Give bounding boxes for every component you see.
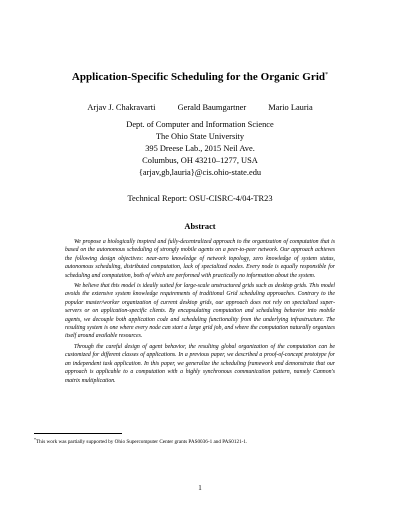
abstract-body: [65, 238, 335, 387]
abstract-paragraph: Through the careful design of agent behavior, the resulting global organization of the computation can be customized for different classes of applications. In a previous paper, we described a proof-of-concept prototype for an independent task application. In this paper, we generalize the scheduling framework and demonstrate that our approach is applicable to a computation with a highly synchronous communication pattern, namely Cannon's matrix multiplication.: [65, 343, 335, 384]
footnote-rule: [34, 433, 122, 434]
author-list: [0, 103, 400, 112]
footnote: [34, 436, 364, 446]
footnote-mark: *: [34, 437, 36, 442]
report-number: Technical Report: OSU-CISRC-4/04-TR23: [127, 194, 273, 203]
affiliation-address: 395 Dreese Lab., 2015 Neil Ave.: [145, 144, 255, 153]
author-3: Mario Lauria: [268, 103, 313, 112]
footnote-text: This work was partially supported by Ohio Supercomputer Center grants PAS0036-1 and PAS0121-1.: [36, 439, 248, 445]
abstract-paragraph: We propose a biologically inspired and fully-decentralized approach to the organization of computation that is based on the autonomous scheduling of strongly mobile agents on a peer-to-peer network. Our approach achieves the following design objectives: near-zero knowledge of network topology, zero knowledge of system status, autonomous scheduling, distributed computation, lack of specialized nodes. Every node is equally responsible for scheduling and computation, both of which are performed with practically no information about the system.: [65, 239, 335, 279]
title-text: Application-Specific Scheduling for the Organic Grid: [71, 71, 326, 83]
page-number: 1: [198, 484, 202, 492]
title-footnote-mark: *: [325, 72, 329, 78]
affiliation-dept: Dept. of Computer and Information Science: [126, 120, 274, 129]
affiliation-city: Columbus, OH 43210–1277, USA: [142, 156, 258, 165]
paper-title: [0, 71, 400, 83]
author-1: Arjav J. Chakravarti: [87, 103, 156, 112]
abstract-heading: Abstract: [184, 222, 216, 231]
author-2: Gerald Baumgartner: [177, 103, 247, 112]
abstract-paragraph: We believe that this model is ideally suited for large-scale unstructured grids such as desktop grids. This model avoids the extensive system knowledge requirements of traditional Grid scheduling approaches. Contrary to the popular master/worker organization of current desktop grids, our approach does not rely on specialized super-servers or on application-specific clients. By encapsulating computation and scheduling behavior into mobile agents, we decouple both application code and scheduling functionality from the underlying infrastructure. The resulting system is one where every node can start a large grid job, and where the computation naturally organizes itself around available resources.: [65, 283, 335, 340]
affiliation-email: {arjav,gb,lauria}@cis.ohio-state.edu: [138, 168, 262, 177]
affiliation: [0, 119, 400, 179]
affiliation-university: The Ohio State University: [155, 132, 245, 141]
